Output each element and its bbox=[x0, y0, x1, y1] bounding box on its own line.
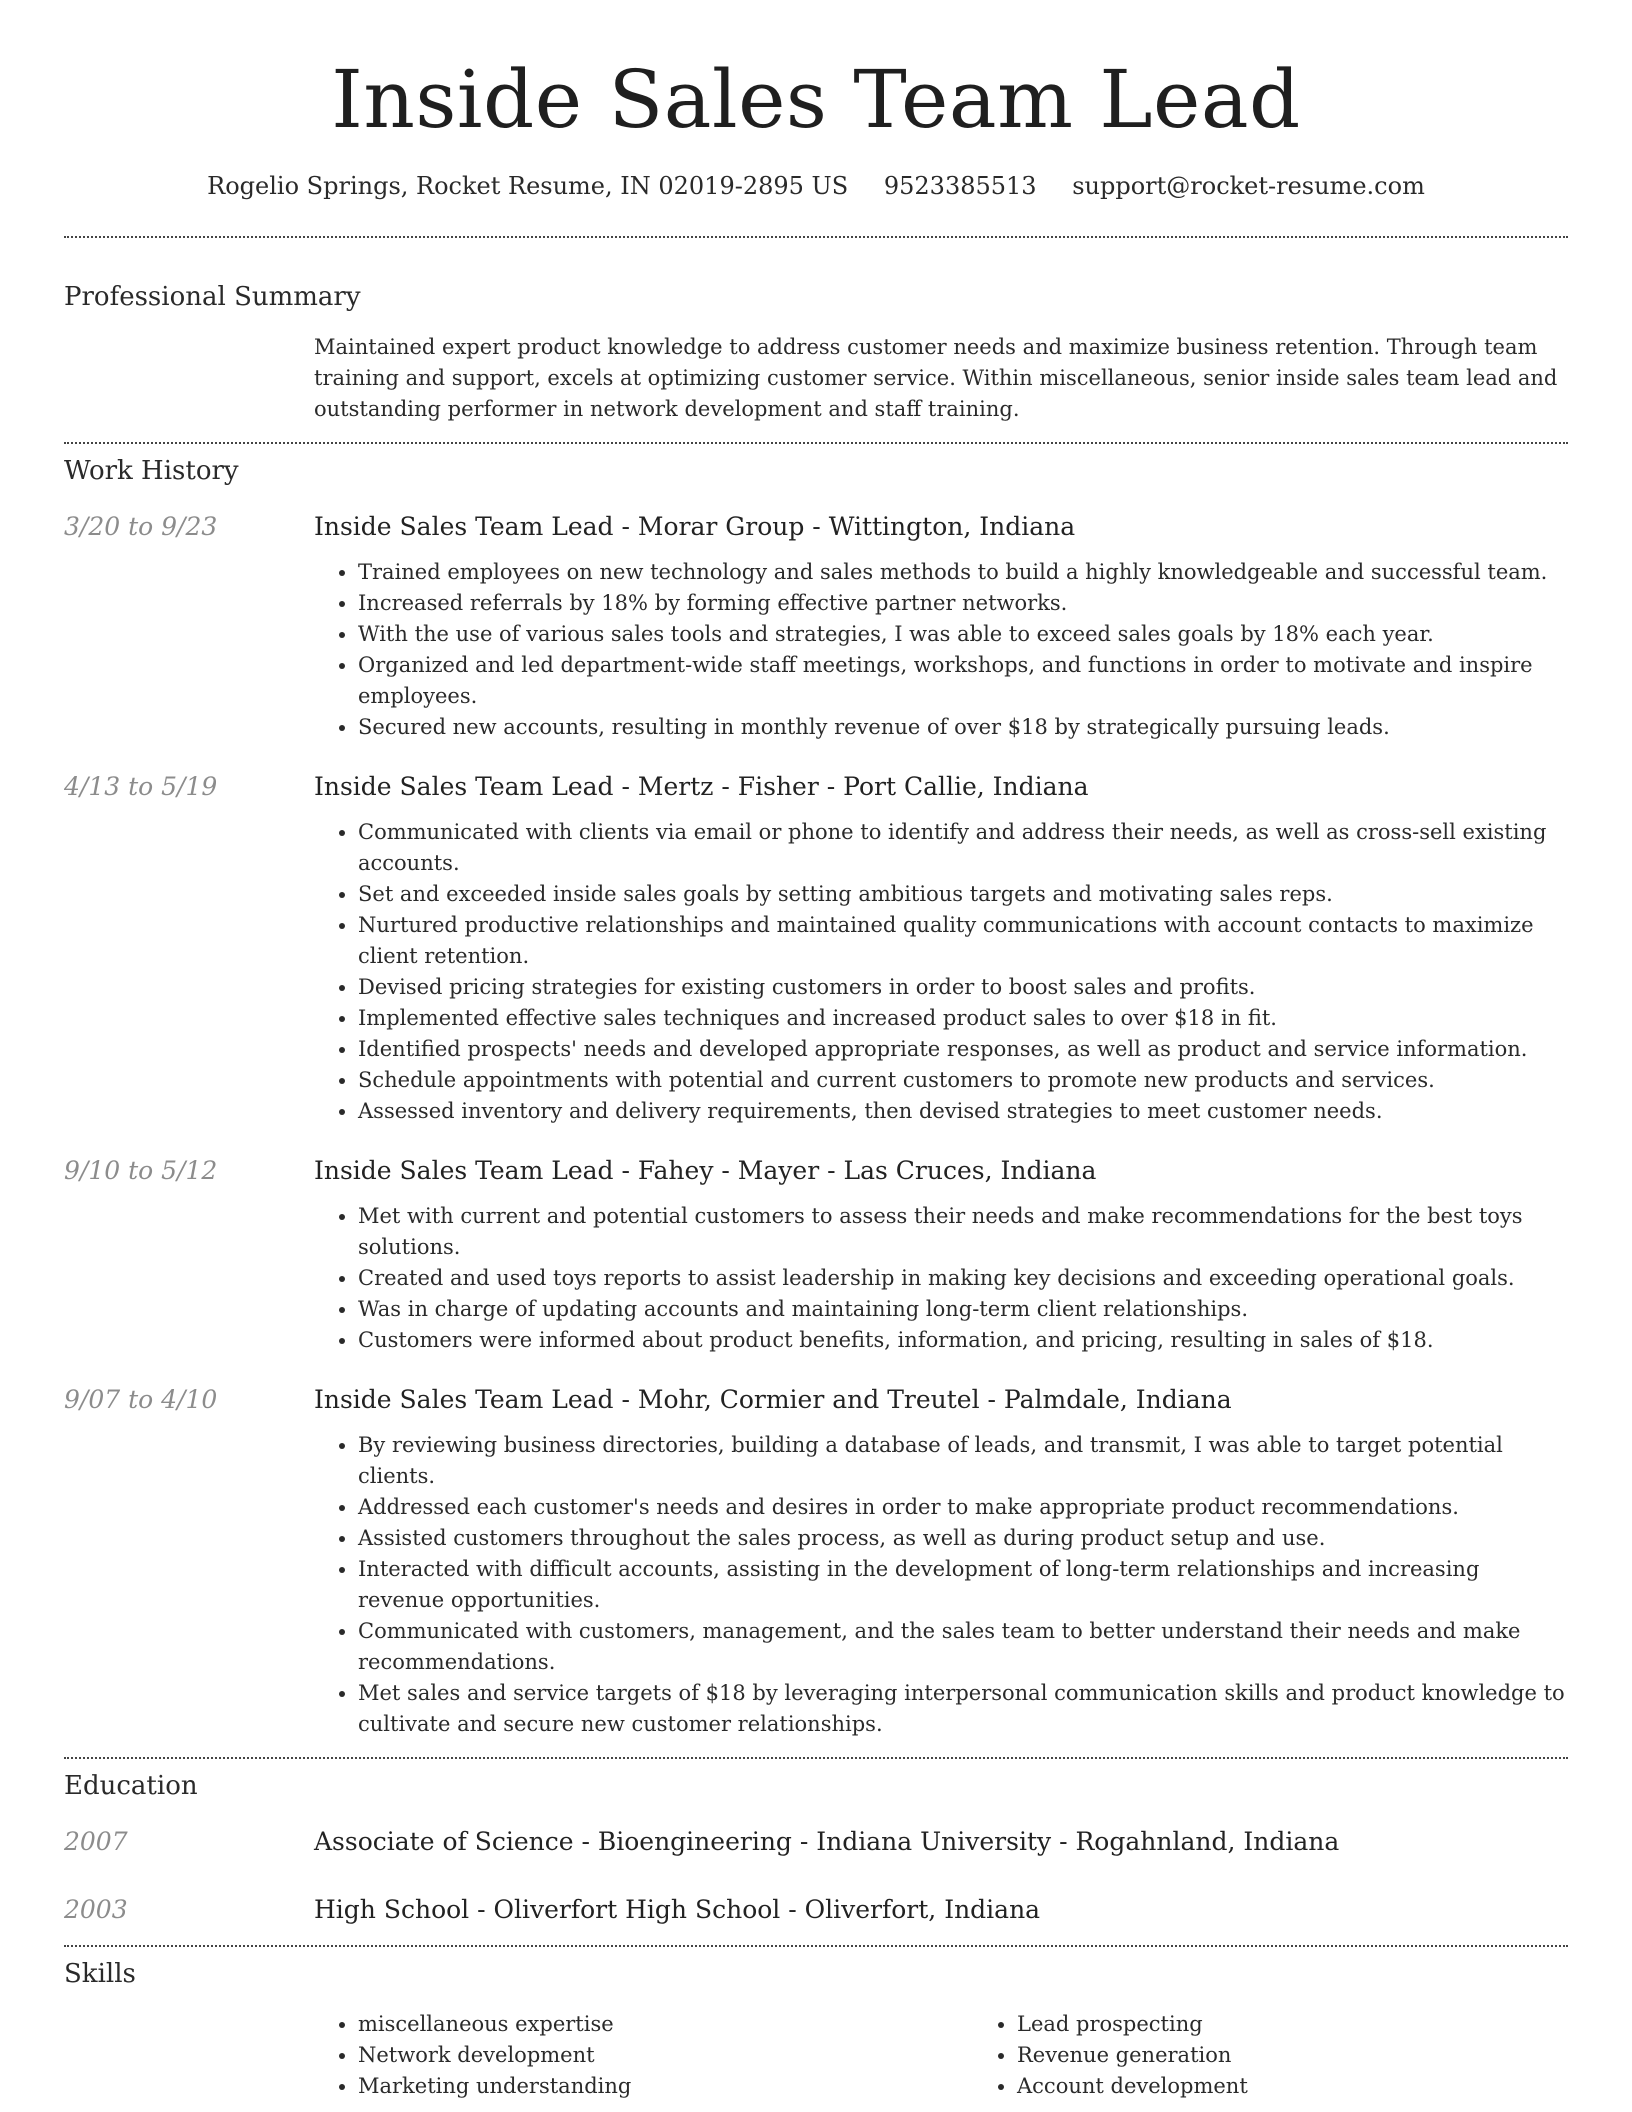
job-bullet: • By reviewing business directories, building a database of leads, and transmit, I was able to target potential clients. bbox=[358, 1430, 1568, 1492]
job-bullets bbox=[314, 1201, 1568, 1356]
contact-line bbox=[64, 170, 1568, 202]
job-dates: 3/20 to 9/23 bbox=[64, 512, 218, 541]
skills-row bbox=[64, 2009, 1568, 2102]
job-entry bbox=[64, 770, 1568, 1127]
education-year: 2007 bbox=[64, 1827, 128, 1856]
job-bullet: • Trained employees on new technology and sales methods to build a highly knowledgeable and successful team. bbox=[358, 557, 1568, 588]
section-title-skills: Skills bbox=[64, 1959, 136, 1989]
job-dates: 4/13 to 5/19 bbox=[64, 772, 218, 801]
job-bullets bbox=[314, 817, 1568, 1127]
job-dates: 9/10 to 5/12 bbox=[64, 1156, 218, 1185]
education-year: 2003 bbox=[64, 1895, 128, 1924]
job-bullet: • With the use of various sales tools and strategies, I was able to exceed sales goals by 18% each year. bbox=[358, 619, 1568, 650]
job-bullet: • Addressed each customer's needs and desires in order to make appropriate product recommendations. bbox=[358, 1492, 1568, 1523]
job-bullet: • Was in charge of updating accounts and maintaining long-term client relationships. bbox=[358, 1294, 1568, 1325]
skill-item: • Lead prospecting bbox=[1017, 2009, 1632, 2040]
contact-phone: 9523385513 bbox=[883, 172, 1037, 200]
job-heading: Inside Sales Team Lead - Morar Group - Wittington, Indiana bbox=[314, 512, 1076, 541]
divider bbox=[64, 1757, 1568, 1759]
skill-item: • Account development bbox=[1017, 2071, 1632, 2102]
job-bullet: • Interacted with difficult accounts, assisting in the development of long-term relationships and increasing revenue opportunities. bbox=[358, 1554, 1568, 1616]
divider bbox=[64, 236, 1568, 238]
summary-row bbox=[64, 332, 1568, 425]
job-dates: 9/07 to 4/10 bbox=[64, 1385, 218, 1414]
job-bullet: • Set and exceeded inside sales goals by setting ambitious targets and motivating sales reps. bbox=[358, 879, 1568, 910]
skill-item: • Revenue generation bbox=[1017, 2040, 1632, 2071]
job-entry bbox=[64, 1154, 1568, 1356]
skills-list-left bbox=[314, 2009, 973, 2102]
section-title-education: Education bbox=[64, 1771, 198, 1801]
job-bullet: • Organized and led department-wide staff meetings, workshops, and functions in order to motivate and inspire employees. bbox=[358, 650, 1568, 712]
job-bullet: • Identified prospects' needs and developed appropriate responses, as well as product and service information. bbox=[358, 1034, 1568, 1065]
job-entry bbox=[64, 1383, 1568, 1740]
job-bullet: • Communicated with clients via email or phone to identify and address their needs, as well as cross-sell existing accounts. bbox=[358, 817, 1568, 879]
job-heading: Inside Sales Team Lead - Fahey - Mayer - Las Cruces, Indiana bbox=[314, 1156, 1097, 1185]
job-bullet: • Assisted customers throughout the sales process, as well as during product setup and use. bbox=[358, 1523, 1568, 1554]
job-bullet: • Communicated with customers, management, and the sales team to better understand their needs and make recommendations. bbox=[358, 1616, 1568, 1678]
section-title-work: Work History bbox=[64, 456, 239, 486]
skills-section bbox=[64, 1957, 1568, 2102]
education-entry bbox=[64, 1825, 1568, 1859]
job-bullet: • Schedule appointments with potential and current customers to promote new products and services. bbox=[358, 1065, 1568, 1096]
education-text: Associate of Science - Bioengineering - Indiana University - Rogahnland, Indiana bbox=[314, 1827, 1340, 1856]
summary-section bbox=[64, 280, 1568, 425]
job-entry bbox=[64, 510, 1568, 743]
job-bullet: • Nurtured productive relationships and maintained quality communications with account contacts to maximize client retention. bbox=[358, 910, 1568, 972]
job-heading: Inside Sales Team Lead - Mohr, Cormier and Treutel - Palmdale, Indiana bbox=[314, 1385, 1232, 1414]
education-section bbox=[64, 1769, 1568, 1927]
job-bullet: • Secured new accounts, resulting in monthly revenue of over $18 by strategically pursuing leads. bbox=[358, 712, 1568, 743]
contact-email: support@rocket-resume.com bbox=[1072, 172, 1425, 200]
summary-text: Maintained expert product knowledge to address customer needs and maximize business retention. Through team training and support, excels at optimizing customer service. Within miscellaneous, senior inside sales team lead and outstanding performer in network development and staff training. bbox=[314, 335, 1558, 421]
education-text: High School - Oliverfort High School - Oliverfort, Indiana bbox=[314, 1895, 1041, 1924]
skills-list-right bbox=[973, 2009, 1632, 2102]
job-bullets bbox=[314, 1430, 1568, 1740]
job-heading: Inside Sales Team Lead - Mertz - Fisher - Port Callie, Indiana bbox=[314, 772, 1089, 801]
job-bullet: • Met with current and potential customers to assess their needs and make recommendations for the best toys solutions. bbox=[358, 1201, 1568, 1263]
job-bullet: • Created and used toys reports to assist leadership in making key decisions and exceeding operational goals. bbox=[358, 1263, 1568, 1294]
skill-item: • miscellaneous expertise bbox=[358, 2009, 973, 2040]
education-entry bbox=[64, 1893, 1568, 1927]
divider bbox=[64, 1945, 1568, 1947]
resume-name: Inside Sales Team Lead bbox=[331, 53, 1301, 146]
job-bullet: • Implemented effective sales techniques and increased product sales to over $18 in fit. bbox=[358, 1003, 1568, 1034]
contact-address: Rogelio Springs, Rocket Resume, IN 02019-2895 US bbox=[207, 172, 849, 200]
job-bullet: • Customers were informed about product benefits, information, and pricing, resulting in sales of $18. bbox=[358, 1325, 1568, 1356]
job-bullets bbox=[314, 557, 1568, 743]
resume-page bbox=[64, 0, 1568, 2102]
work-history-section bbox=[64, 454, 1568, 1740]
section-title-summary: Professional Summary bbox=[64, 282, 361, 312]
job-bullet: • Met sales and service targets of $18 by leveraging interpersonal communication skills and product knowledge to cultivate and secure new customer relationships. bbox=[358, 1678, 1568, 1740]
skill-item: • Marketing understanding bbox=[358, 2071, 973, 2102]
divider bbox=[64, 442, 1568, 444]
job-bullet: • Increased referrals by 18% by forming effective partner networks. bbox=[358, 588, 1568, 619]
skill-item: • Network development bbox=[358, 2040, 973, 2071]
job-bullet: • Assessed inventory and delivery requirements, then devised strategies to meet customer needs. bbox=[358, 1096, 1568, 1127]
job-bullet: • Devised pricing strategies for existing customers in order to boost sales and profits. bbox=[358, 972, 1568, 1003]
